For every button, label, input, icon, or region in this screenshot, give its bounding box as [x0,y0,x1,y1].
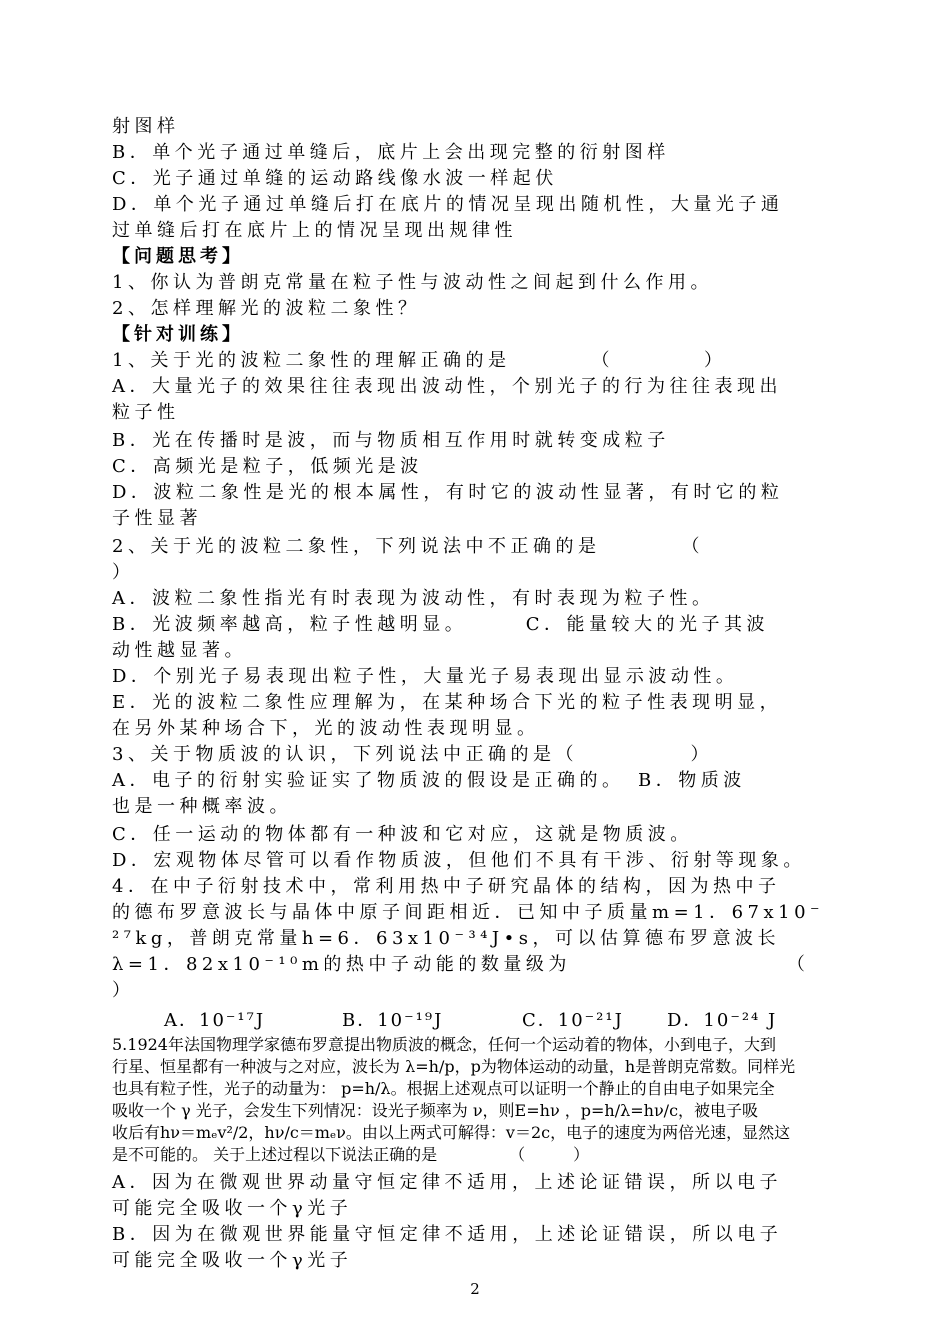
option-b: B．10⁻¹⁹J [342,1010,444,1031]
line-20: D．个别光子易表现出粒子性，大量光子易表现出显示波动性。 [112,666,739,687]
q5-line-b: 行星、恒星都有一种波与之对应，波长为 λ=h/p，p为物体运动的动量，h是普朗克常数。同样光 [112,1057,796,1076]
line-01: 射图样 [112,116,180,137]
line-36: 可能完全吸收一个γ光子 [112,1250,353,1271]
line-29: 的德布罗意波长与晶体中原子间距相近．已知中子质量m=1．67x10⁻ [112,902,825,923]
line-24: A．电子的衍射实验证实了物质波的假设是正确的。 B．物质波 [112,770,746,791]
q5-line-a: 5.1924年法国物理学家德布罗意提出物质波的概念，任何一个运动着的物体，小到电子，大到 [112,1035,776,1054]
line-02: B．单个光子通过单缝后，底片上会出现完整的衍射图样 [112,142,670,163]
line-14: 子性显著 [112,508,202,529]
line-09: A．大量光子的效果往往表现出波动性，个别光子的行为往往表现出 [112,376,782,397]
heading-targeted-training: 【针对训练】 [112,324,244,345]
line-22: 在另外某种场合下，光的波动性表现明显。 [112,718,540,739]
line-17: A．波粒二象性指光有时表现为波动性，有时表现为粒子性。 [112,588,715,609]
line-23: 3、关于物质波的认识，下列说法中正确的是（ ） [112,744,713,765]
q5-line-c: 也具有粒子性，光子的动量为： p=h/λ。根据上述观点可以证明一个静止的自由电子如果完全 [112,1079,775,1098]
line-34: 可能完全吸收一个γ光子 [112,1198,353,1219]
line-32: ） [112,980,135,1001]
option-c: C．10⁻²¹J [522,1010,624,1031]
line-13: D．波粒二象性是光的根本属性，有时它的波动性显著，有时它的粒 [112,482,784,503]
line-27: D．宏观物体尽管可以看作物质波，但他们不具有干涉、衍射等现象。 [112,850,806,871]
heading-question-thinking: 【问题思考】 [112,246,244,267]
line-21: E．光的波粒二象性应理解为，在某种场合下光的粒子性表现明显， [112,692,783,713]
q5-line-e: 收后有hν＝mₑv²/2，hν/c＝mₑν。由以上两式可解得：v＝2c，电子的速度为两倍光速，显然这 [112,1123,791,1142]
line-03: C．光子通过单缝的运动路线像水波一样起伏 [112,168,558,189]
line-18: B．光波频率越高，粒子性越明显。 C．能量较大的光子其波 [112,614,769,635]
line-16: ） [112,562,135,583]
answer-options-row [112,1006,892,1032]
line-19: 动性越显著。 [112,640,247,661]
line-35: B．因为在微观世界能量守恒定律不适用，上述论证错误，所以电子 [112,1224,783,1245]
line-33: A．因为在微观世界动量守恒定律不适用，上述论证错误，所以电子 [112,1172,782,1193]
line-10: 粒子性 [112,402,180,423]
line-12: C．高频光是粒子，低频光是波 [112,456,423,477]
page-number: 2 [470,1280,480,1298]
line-30: ²⁷kg，普朗克常量h=6．63x10⁻³⁴J•s，可以估算德布罗意波长 [112,928,780,949]
option-a: A．10⁻¹⁷J [164,1010,266,1031]
line-31: λ=1．82x10⁻¹⁰m的热中子动能的数量级为 （ [112,954,810,975]
line-26: C．任一运动的物体都有一种波和它对应，这就是物质波。 [112,824,693,845]
line-25: 也是一种概率波。 [112,796,292,817]
option-d: D．10⁻²⁴ J [667,1010,778,1031]
q5-line-f: 是不可能的。 关于上述过程以下说法正确的是 （ ） [112,1145,590,1164]
line-11: B．光在传播时是波，而与物质相互作用时就转变成粒子 [112,430,670,451]
q5-line-d: 吸收一个 γ 光子，会发生下列情况：设光子频率为 ν，则E=hν ，p=h/λ=hν/c，被电子吸 [112,1101,759,1120]
line-04: D．单个光子通过单缝后打在底片的情况呈现出随机性，大量光子通 [112,194,784,215]
line-05: 过单缝后打在底片上的情况呈现出规律性 [112,220,517,241]
line-07: 2、怎样理解光的波粒二象性？ [112,298,421,319]
line-28: 4．在中子衍射技术中，常利用热中子研究晶体的结构，因为热中子 [112,876,781,897]
line-06: 1、你认为普朗克常量在粒子性与波动性之间起到什么作用。 [112,272,713,293]
line-08: 1、关于光的波粒二象性的理解正确的是 （ ） [112,350,727,371]
line-15: 2、关于光的波粒二象性，下列说法中不正确的是 （ [112,536,704,557]
